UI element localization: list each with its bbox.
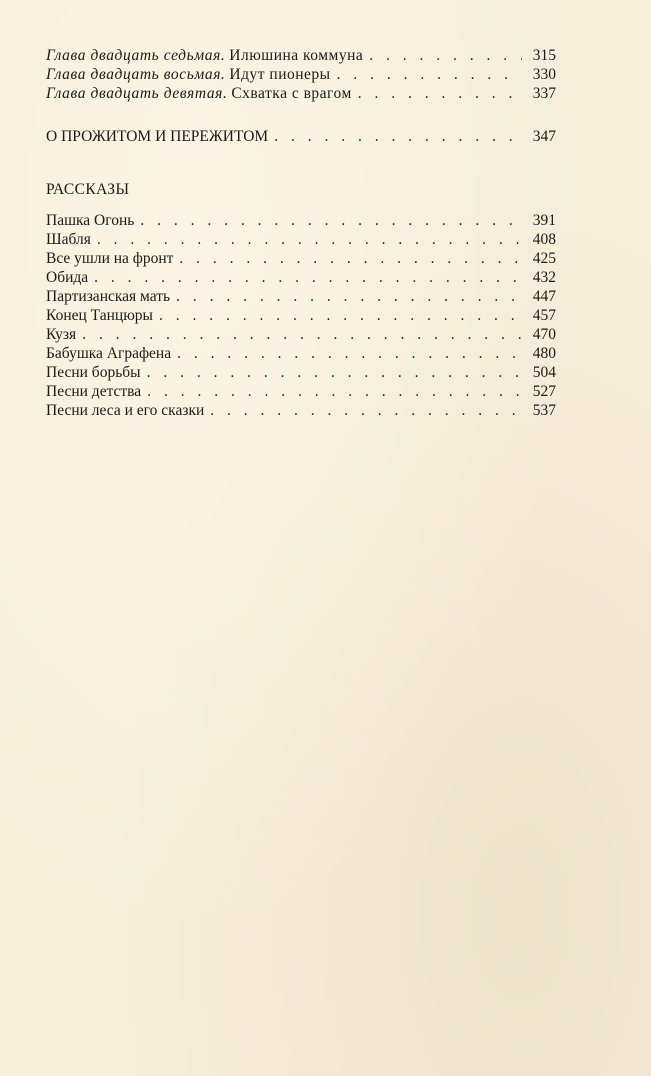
toc-entry [46, 46, 556, 65]
toc-entry [46, 84, 556, 103]
page-number: 391 [532, 212, 556, 229]
page-number: 315 [532, 47, 556, 64]
essay-title: О ПРОЖИТОМ И ПЕРЕЖИТОМ [46, 128, 269, 145]
toc-entry [46, 249, 556, 268]
story-title: Конец Танцюры [46, 307, 153, 324]
toc-entry [46, 344, 556, 363]
dot-leader [210, 401, 522, 420]
toc-entry-title: Глава двадцать седьмая. Илюшина коммуна [46, 47, 364, 64]
toc-entry [46, 382, 556, 401]
toc-entry-title: Глава двадцать девятая. Схватка с врагом [46, 85, 352, 102]
story-title: Песни леса и его сказки [46, 402, 205, 419]
chapter-list [46, 46, 556, 103]
page-number: 432 [532, 269, 556, 286]
page-number: 425 [532, 250, 556, 267]
story-title: Песни детства [46, 383, 142, 400]
page-number: 504 [532, 364, 556, 381]
page-number: 527 [532, 383, 556, 400]
show-through-block [220, 545, 440, 625]
dot-leader [140, 211, 522, 230]
story-title: Пашка Огонь [46, 212, 135, 229]
dot-leader [177, 344, 522, 363]
dot-leader [94, 268, 522, 287]
story-title: Партизанская мать [46, 288, 171, 305]
toc-entry [46, 211, 556, 230]
page-number: 537 [532, 402, 556, 419]
dot-leader [147, 363, 522, 382]
story-title: Обида [46, 269, 89, 286]
toc-entry-essay [46, 127, 556, 146]
dot-leader [274, 127, 522, 146]
chapter-label: Глава двадцать девятая. [46, 85, 228, 102]
toc-entry [46, 325, 556, 344]
toc-entry [46, 65, 556, 84]
dot-leader [179, 249, 522, 268]
page-number: 347 [532, 128, 556, 145]
dot-leader [82, 325, 522, 344]
dot-leader [147, 382, 522, 401]
toc-entry [46, 401, 556, 420]
chapter-label: Глава двадцать седьмая. [46, 47, 226, 64]
toc-entry [46, 230, 556, 249]
story-title: Бабушка Аграфена [46, 345, 172, 362]
toc-entry [46, 306, 556, 325]
story-title: Песни борьбы [46, 364, 141, 381]
toc-entry [46, 287, 556, 306]
dot-leader [337, 65, 522, 84]
dot-leader [159, 306, 522, 325]
toc-entry [46, 268, 556, 287]
page-number: 470 [532, 326, 556, 343]
dot-leader [176, 287, 522, 306]
toc-entry [46, 363, 556, 382]
story-title: Все ушли на фронт [46, 250, 174, 267]
page-number: 457 [532, 307, 556, 324]
section-heading-stories: РАССКАЗЫ [46, 181, 130, 198]
story-list [46, 211, 556, 420]
table-of-contents [46, 46, 556, 420]
story-title: Кузя [46, 326, 77, 343]
page-number: 408 [532, 231, 556, 248]
page-number: 330 [532, 66, 556, 83]
dot-leader [97, 230, 522, 249]
story-title: Шабля [46, 231, 91, 248]
chapter-label: Глава двадцать восьмая. [46, 66, 226, 83]
dot-leader [369, 46, 522, 65]
page-number: 447 [532, 288, 556, 305]
toc-entry-title: Глава двадцать восьмая. Идут пионеры [46, 66, 331, 83]
page-number: 337 [532, 85, 556, 102]
page-number: 480 [532, 345, 556, 362]
dot-leader [358, 84, 522, 103]
